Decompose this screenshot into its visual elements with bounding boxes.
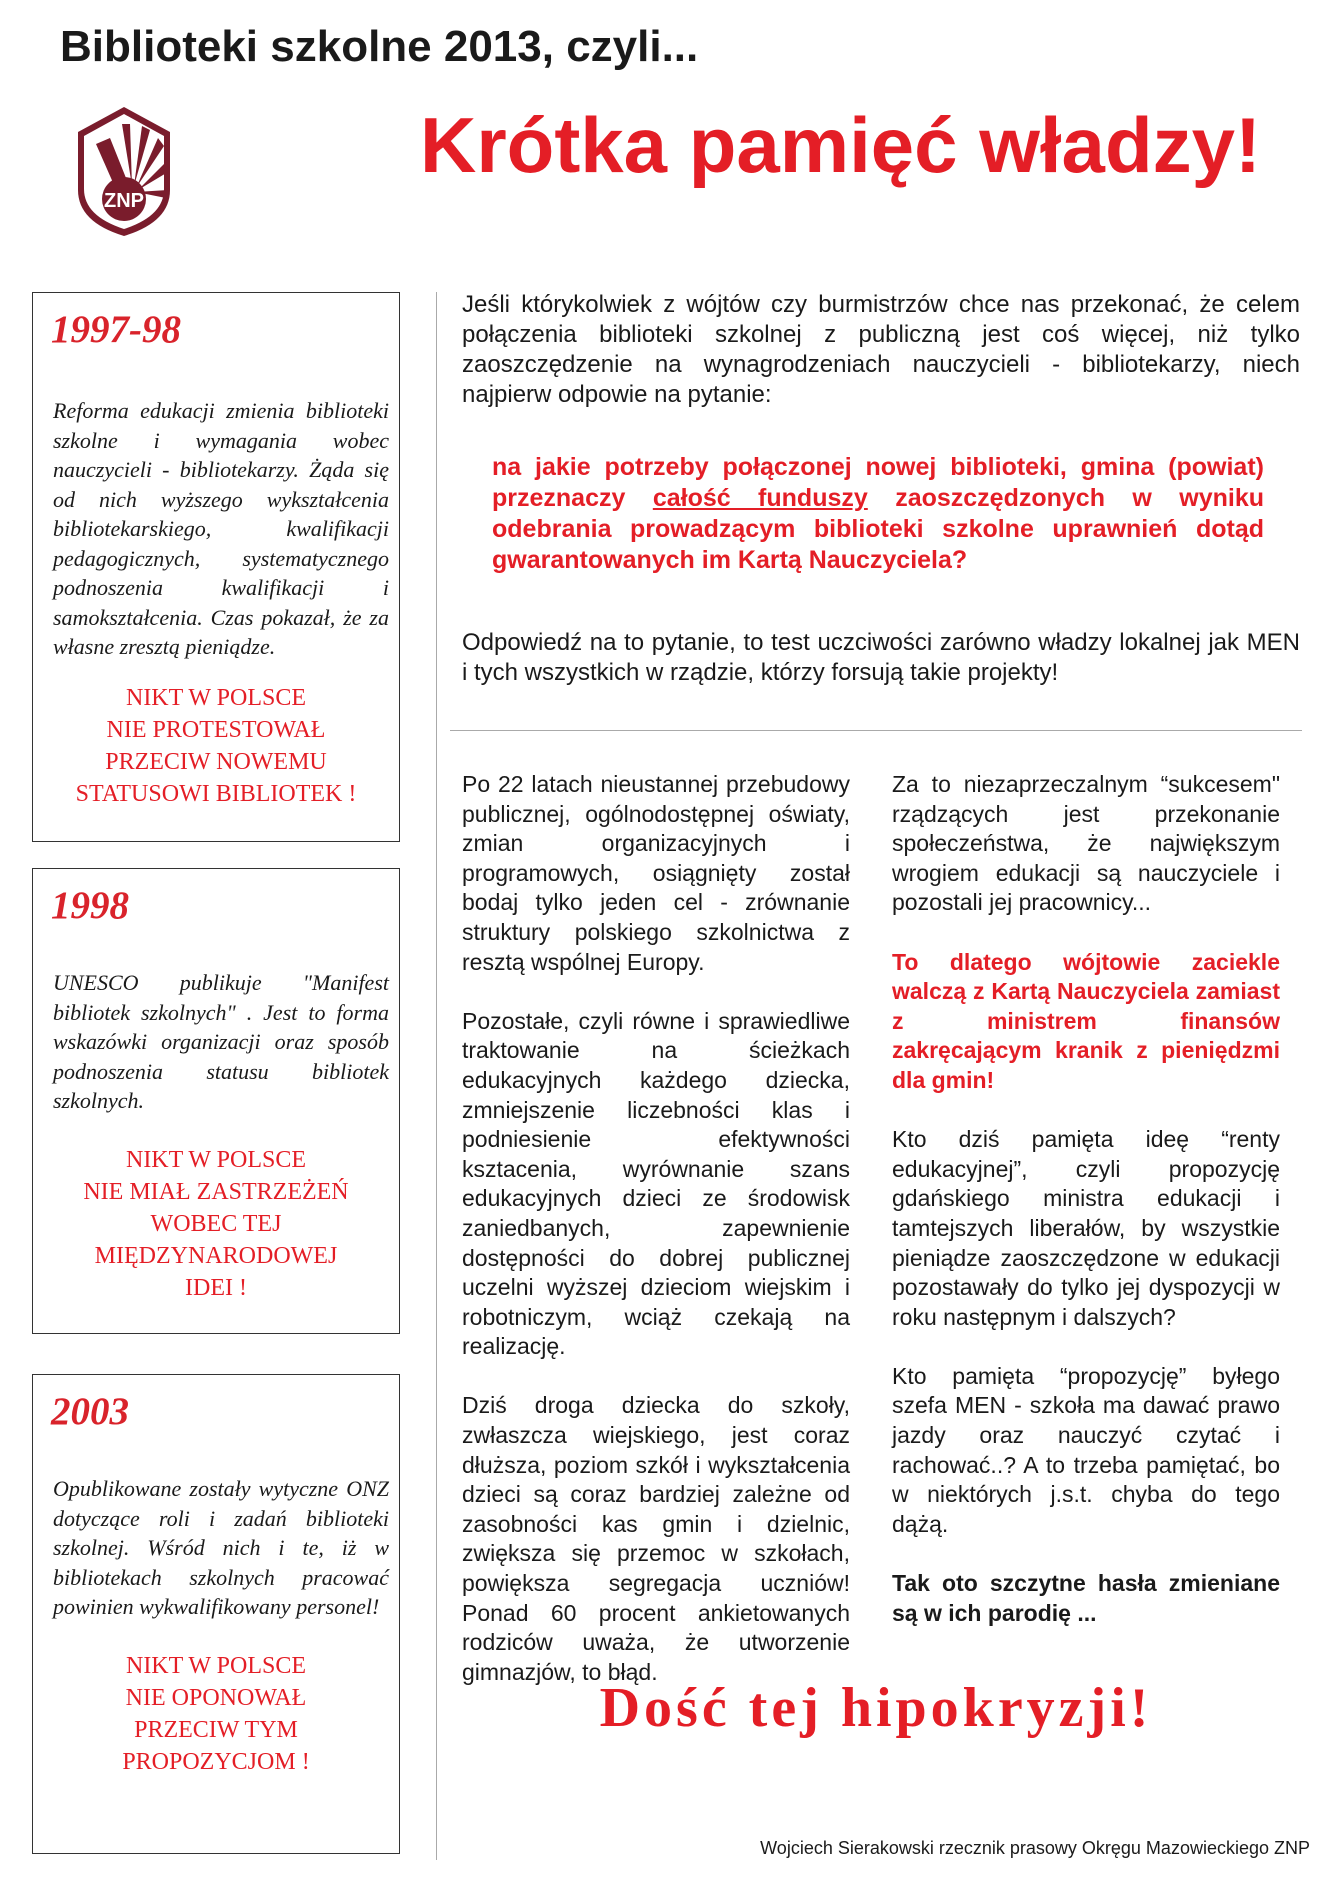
timeline-alert — [43, 682, 389, 810]
timeline-alert — [43, 1650, 389, 1778]
alert-line: PRZECIW TYM — [134, 1716, 298, 1743]
vertical-divider — [436, 292, 437, 1860]
alert-line: NIE MIAŁ ZASTRZEŻEŃ — [83, 1178, 349, 1205]
alert-line: NIE OPONOWAŁ — [125, 1684, 307, 1711]
key-question — [492, 452, 1264, 576]
paragraph-emphasis: To dlatego wójtowie zaciekle walczą z Kartą Nauczyciela zamiast z ministrem finansów zakręcającym kranik z pieniędzmi dla gmin! — [892, 948, 1280, 1093]
timeline-box-1997-98 — [32, 292, 400, 842]
paragraph-bold: Tak oto szczytne hasła zmieniane są w ich parodię ... — [892, 1570, 1280, 1626]
timeline-box-1998 — [32, 868, 400, 1334]
alert-line: PRZECIW NOWEMU — [105, 748, 327, 775]
alert-line: PROPOZYCJOM ! — [122, 1748, 310, 1775]
article-column-left — [462, 770, 850, 1717]
author-signature: Wojciech Sierakowski rzecznik prasowy Okręgu Mazowieckiego ZNP — [760, 1838, 1310, 1858]
timeline-box-2003 — [32, 1374, 400, 1854]
article-column-right — [892, 770, 1280, 1658]
timeline-text: Opublikowane zostały wytyczne ONZ dotyczące roli i zadań biblioteki szkolnej. Wśród nich i te, iż w bibliotekach szkolnych pracować powinien wykwalifikowany personel! — [53, 1476, 389, 1619]
alert-line: NIKT W POLSCE — [125, 684, 307, 711]
timeline-text: Reforma edukacji zmienia biblioteki szkolne i wymagania wobec nauczycieli - bibliotekarzy. Żąda się od nich wyższego wykształcenia bibliotekarskiego, kwalifikacji pedagogicznych, systematycznego podnoszenia kwalifikacji i samokształcenia. Czas pokazał, że za własne zresztą pieniądze. — [53, 398, 389, 659]
question-text: zaoszczędzonych w wyniku odebrania prowadzącym biblioteki szkolne uprawnień dotąd gwarantowanych im Kartą Nauczyciela? — [492, 484, 1264, 574]
closing-slogan: Dość tej hipokryzji! — [599, 1677, 1153, 1739]
znp-logo — [72, 104, 176, 239]
alert-line: WOBEC TEJ — [150, 1210, 282, 1237]
timeline-text: UNESCO publikuje "Manifest bibliotek szkolnych" . Jest to forma wskazówki organizacji oraz sposób podnoszenia statusu bibliotek szkolnych. — [53, 970, 389, 1113]
question-text: na jakie potrzeby połączonej nowej biblioteki, gmina (powiat) przeznaczy — [492, 453, 1264, 512]
answer-paragraph: Odpowiedź na to pytanie, to test uczciwości zarówno władzy lokalnej jak MEN i tych wszystkich w rządzie, którzy forsują takie projekty! — [462, 629, 1300, 686]
paragraph: Dziś droga dziecka do szkoły, zwłaszcza wiejskiego, jest coraz dłuższa, poziom szkół i wykształcenia dzieci są coraz bardziej zależne od zasobności kas gmin i dzielnic, zwiększa się przemoc w szkołach, powiększa segregacja uczniów! Ponad 60 procent ankietowanych rodziców uważa, że utworzenie gimnazjów, to błąd. — [462, 1392, 850, 1685]
timeline-year: 1998 — [51, 884, 129, 927]
main-headline: Krótka pamięć władzy! — [420, 101, 1261, 189]
alert-line: IDEI ! — [185, 1274, 247, 1301]
paragraph: Kto pamięta “propozycję” byłego szefa MEN - szkoła ma dawać prawo jazdy oraz nauczyć czytać i rachować..? A to trzeba pamiętać, bo w niektórych j.s.t. chyba do tego dążą. — [892, 1362, 1280, 1537]
alert-line: NIKT W POLSCE — [125, 1146, 307, 1173]
timeline-year: 1997-98 — [51, 308, 181, 351]
paragraph: Kto dziś pamięta ideę “renty edukacyjnej”, czyli propozycję gdańskiego ministra edukacji i tamtejszych liberałów, by wszystkie pieniądze zaoszczędzone w edukacji pozostawały do tylko jej dyspozycji w roku następnym i dalszych? — [892, 1126, 1280, 1330]
page-subtitle: Biblioteki szkolne 2013, czyli... — [60, 22, 699, 71]
alert-line: MIĘDZYNARODOWEJ — [94, 1242, 338, 1269]
intro-paragraph: Jeśli którykolwiek z wójtów czy burmistrzów chce nas przekonać, że celem połączenia biblioteki szkolnej z publiczną jest coś więcej, niż tylko zaoszczędzenie na wynagrodzeniach nauczycieli - bibliotekarzy, niech najpierw odpowie na pytanie: — [462, 291, 1300, 408]
question-emphasis: całość funduszy — [652, 484, 868, 512]
timeline-year: 2003 — [51, 1390, 129, 1433]
paragraph: Za to niezaprzeczalnym “sukcesem" rządzących jest przekonanie społeczeństwa, że największym wrogiem edukacji są nauczyciele i pozostali jej pracownicy... — [892, 771, 1280, 916]
paragraph: Pozostałe, czyli równe i sprawiedliwe traktowanie na ścieżkach edukacyjnych każdego dziecka, zmniejszenie liczebności klas i podniesienie efektywności ksztacenia, wyrównanie szans edukacyjnych dzieci ze środowisk zaniedbanych, zapewnienie dostępności do dobrej publicznej uczelni wyższej dzieciom wiejskim i robotniczym, wciąż czekają na realizację. — [462, 1007, 850, 1360]
alert-line: NIKT W POLSCE — [125, 1652, 307, 1679]
alert-line: STATUSOWI BIBLIOTEK ! — [75, 780, 357, 807]
paragraph: Po 22 latach nieustannej przebudowy publicznej, ogólnodostępnej oświaty, zmian organizacyjnych i programowych, osiągnięty został bodaj tylko jeden cel - zrównanie struktury polskiego szkolnictwa z resztą wspólnej Europy. — [462, 771, 850, 975]
svg-text:ZNP: ZNP — [104, 190, 144, 212]
timeline-alert — [43, 1144, 389, 1304]
alert-line: NIE PROTESTOWAŁ — [106, 716, 326, 743]
horizontal-divider — [450, 730, 1302, 731]
